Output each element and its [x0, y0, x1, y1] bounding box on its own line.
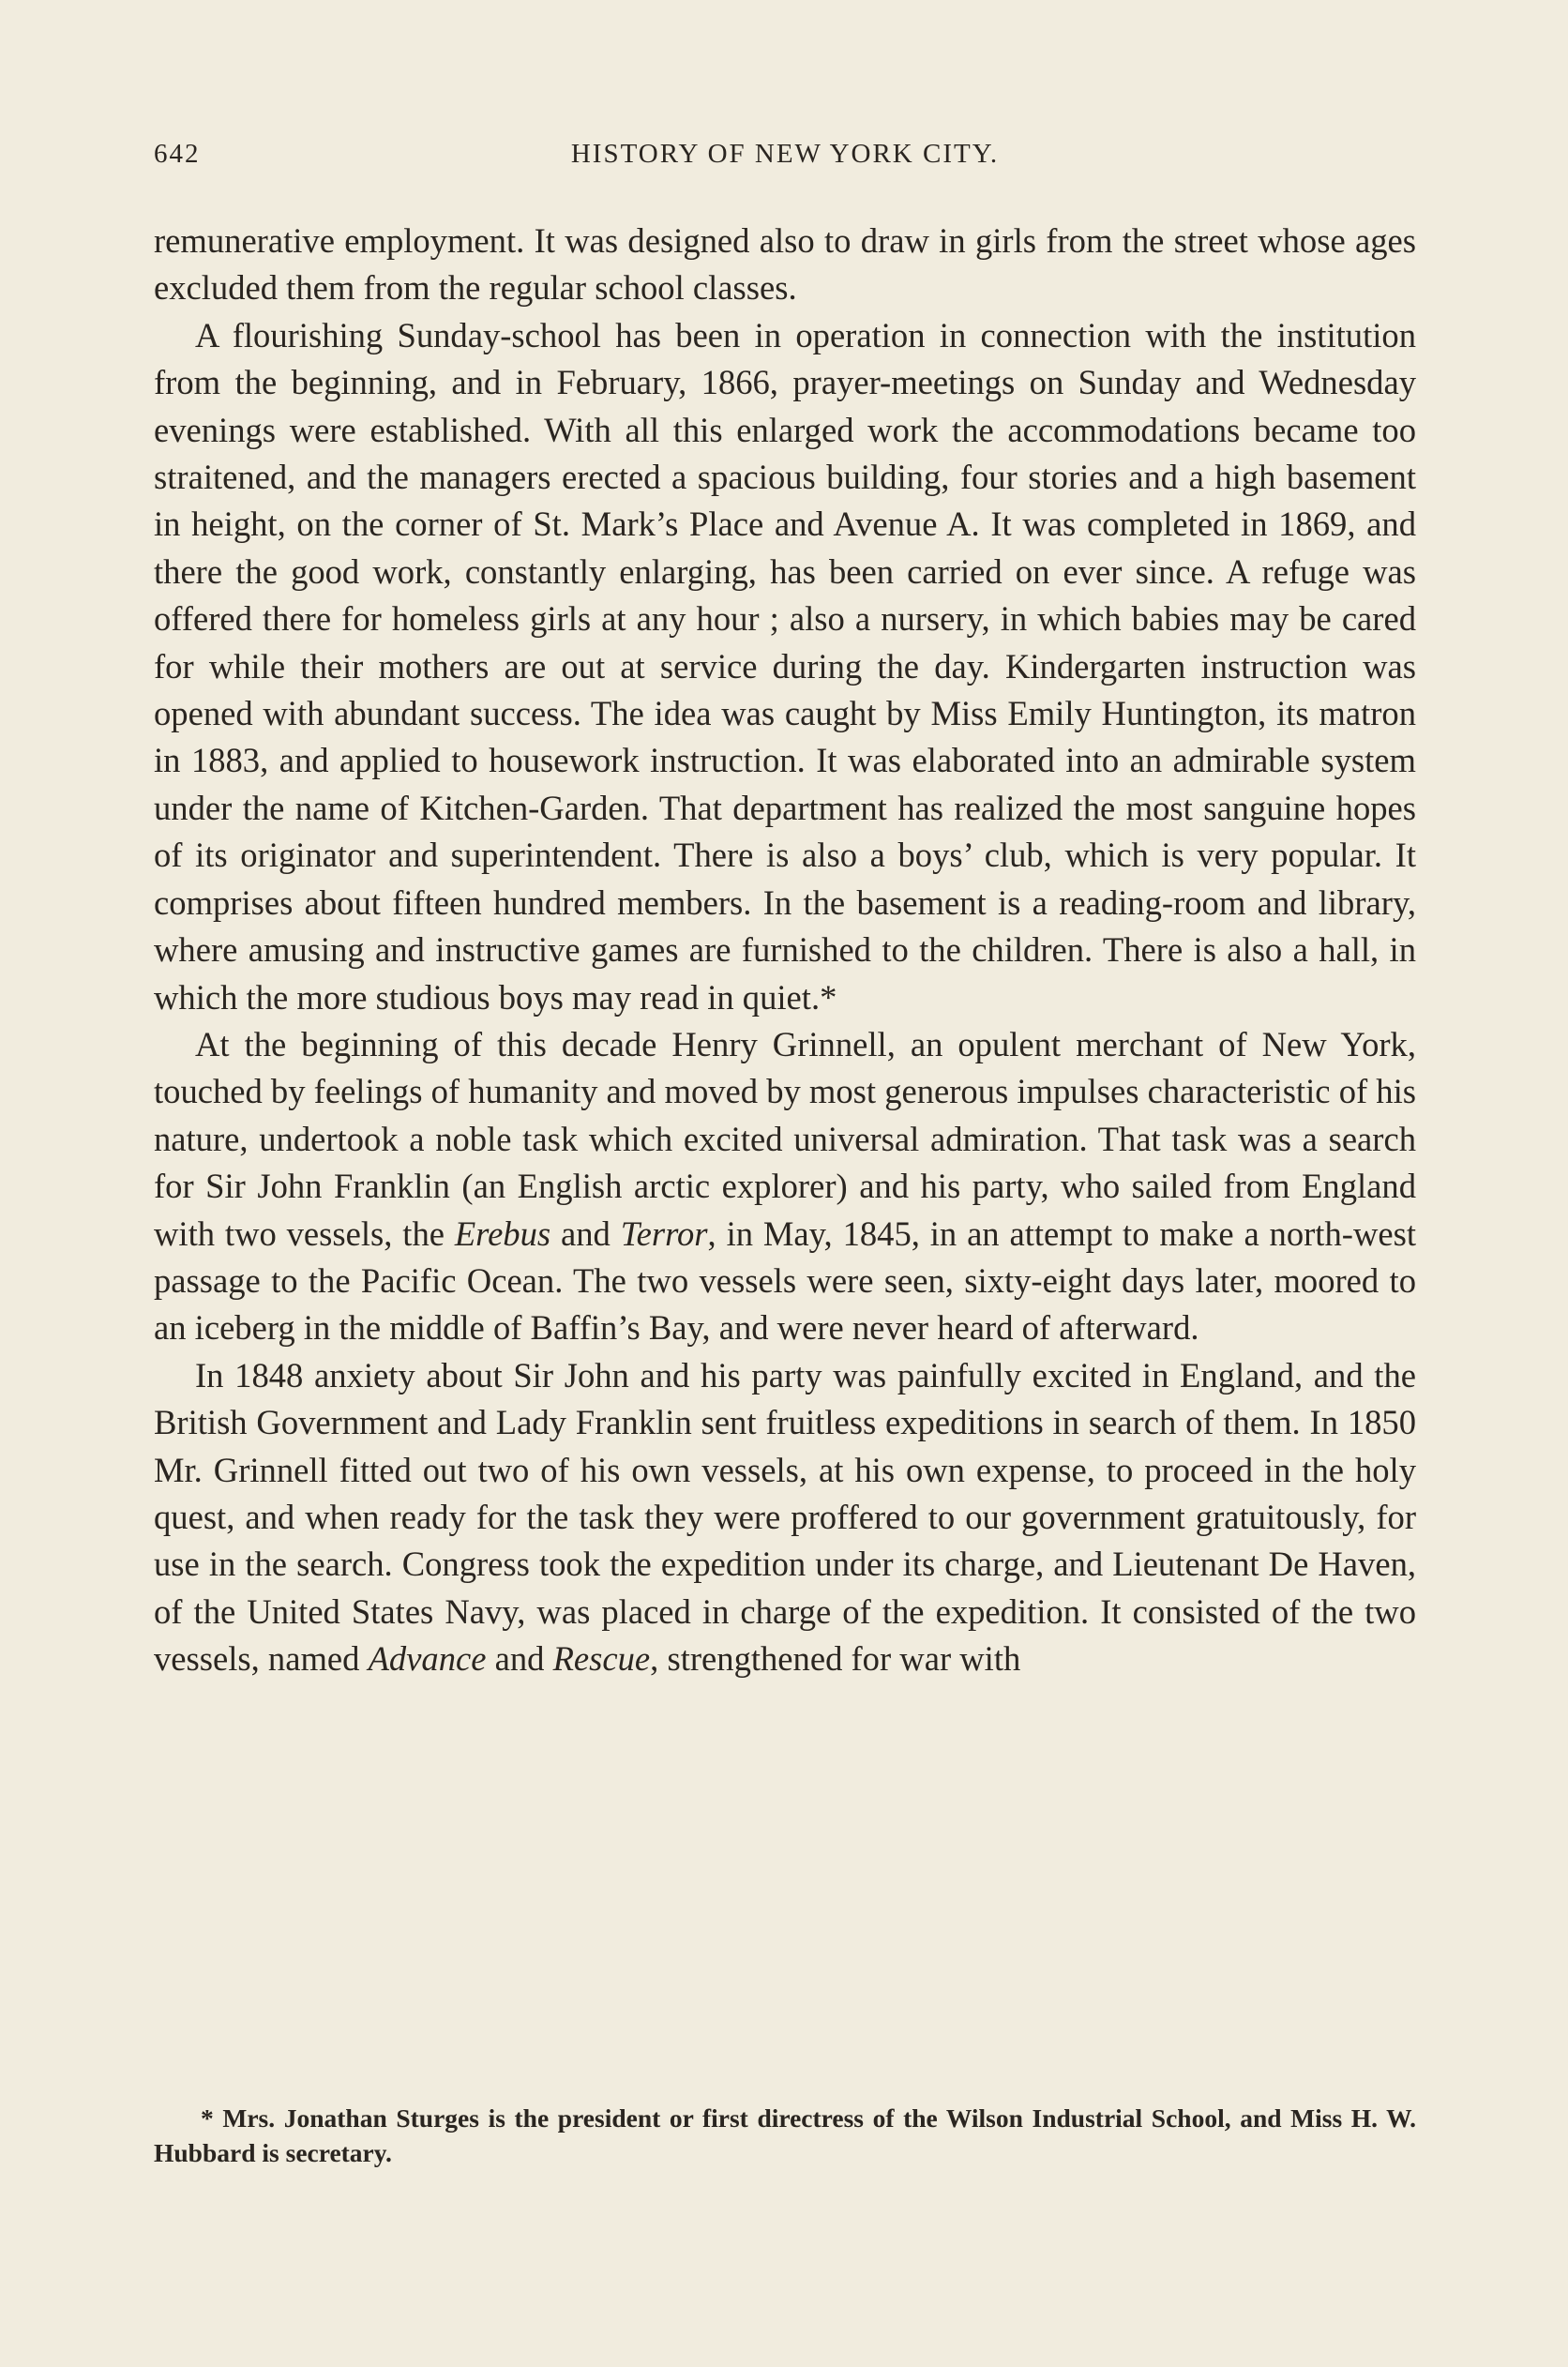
page-header	[154, 139, 1416, 176]
ship-name-terror: Terror	[620, 1214, 708, 1253]
footnote	[154, 2101, 1416, 2170]
paragraph-4	[154, 1352, 1416, 1683]
page-number: 642	[154, 139, 201, 169]
footnote-text: * Mrs. Jonathan Sturges is the president or first directress of the Wilson Industrial School, and Miss H. W. Hubbard is secretary.	[154, 2103, 1416, 2167]
ship-name-erebus: Erebus	[454, 1214, 551, 1253]
paragraph-4-text-c: , strengthened for war with	[650, 1639, 1021, 1679]
ship-name-advance: Advance	[368, 1639, 487, 1679]
running-head: HISTORY OF NEW YORK CITY.	[570, 139, 1000, 169]
paragraph-3	[154, 1021, 1416, 1352]
paragraph-4-text-b: and	[486, 1639, 553, 1679]
paragraph-3-text-b: and	[550, 1214, 621, 1253]
paragraph-1: remunerative employment. It was designed also to draw in girls from the street whose ages excluded them from the regular school classes.	[154, 221, 1416, 308]
paragraph-4-text-a: In 1848 anxiety about Sir John and his party was painfully excited in England, and the British Government and Lady Franklin sent fruitless expeditions in search of them. In 1850 Mr. Grinnell fitted out two of his own vessels, at his own expense, to proceed in the holy quest, and when ready for the task they were proffered to our government gratuitously, for use in the search. Congress took the expedition under its charge, and Lieutenant De Haven, of the United States Navy, was placed in charge of the expedition. It consisted of the two vessels, named	[154, 1355, 1416, 1679]
paragraph-3-text-a: At the beginning of this decade Henry Grinnell, an opulent merchant of New York, touched by feelings of humanity and moved by most generous impulses characteristic of his nature, undertook a noble task which excited universal admiration. That task was a search for Sir John Franklin (an English arctic explorer) and his party, who sailed from England with two vessels, the	[154, 1024, 1416, 1253]
paragraph-2: A flourishing Sunday-school has been in operation in connection with the institution from the beginning, and in February, 1866, prayer-meetings on Sunday and Wednesday evenings were established. With all this enlarged work the accommodations became too straitened, and the managers erected a spacious building, four stories and a high basement in height, on the corner of St. Mark’s Place and Avenue A. It was completed in 1869, and there the good work, constantly enlarging, has been carried on ever since. A refuge was offered there for homeless girls at any hour ; also a nursery, in which babies may be cared for while their mothers are out at service during the day. Kindergarten instruction was opened with abundant success. The idea was caught by Miss Emily Huntington, its matron in 1883, and applied to housework instruction. It was elaborated into an admirable system under the name of Kitchen-Garden. That department has realized the most sanguine hopes of its originator and superintendent. There is also a boys’ club, which is very popular. It comprises about fifteen hundred members. In the basement is a reading-room and library, where amusing and instructive games are furnished to the children. There is also a hall, in which the more studious boys may read in quiet.*	[154, 315, 1416, 1017]
ship-name-rescue: Rescue	[552, 1639, 651, 1679]
paragraph-3-text-c: , in May, 1845, in an attempt to make a north-west passage to the Pacific Ocean. The two vessels were seen, sixty-eight days later, moored to an iceberg in the middle of Baffin’s Bay, and were never heard of afterward.	[154, 1214, 1416, 1348]
body-text	[154, 218, 1416, 1683]
